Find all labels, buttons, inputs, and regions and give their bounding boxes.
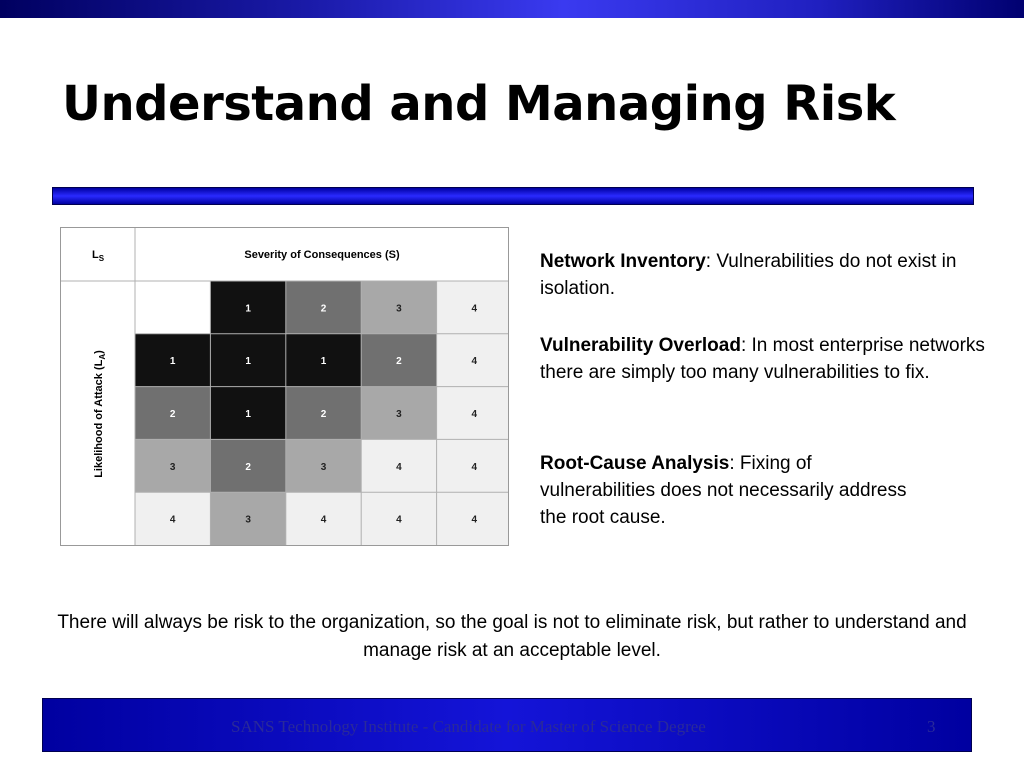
risk-cell-value: 4 [471,409,478,420]
risk-matrix [60,227,509,546]
risk-cell-value: 1 [245,409,251,420]
risk-cell-value: 2 [396,356,402,368]
likelihood-level-label: 1 [169,356,176,368]
risk-cell-value: 4 [471,356,478,368]
footer-text: SANS Technology Institute - Candidate for Master of Science Degree [231,717,706,736]
likelihood-axis-label: Likelihood of Attack $(L_A)$ [93,350,107,478]
matrix-blank-cell [135,281,210,334]
severity-level-label: 3 [396,303,402,315]
point-text: : In most enterprise networks there are simply too many vulnerabilities to fix. [540,335,985,383]
slide-title: Understand and Managing Risk [62,76,896,132]
risk-cell-value: 4 [396,461,402,473]
likelihood-level-label: 4 [169,514,176,526]
risk-cell-value: 3 [245,514,251,526]
point-term: Vulnerability Overload [540,335,741,356]
matrix-corner-label: $L_S$ [91,249,105,263]
risk-cell-value: 4 [396,514,402,526]
top-banner-bar [0,0,1024,18]
risk-cell-value: 3 [320,461,327,473]
point-term: Network Inventory [540,251,706,272]
severity-level-label: 2 [320,303,327,315]
summary-statement: There will always be risk to the organization, so the goal is not to eliminate risk, but rather to understand and manage risk at an acceptable level. [57,612,967,661]
risk-cell-value: 2 [320,409,327,420]
point-vulnerability-overload [540,332,1010,386]
risk-cell-value: 4 [320,514,327,526]
severity-level-label: 4 [471,303,478,315]
title-divider-bar [52,187,974,205]
risk-cell-value: 4 [471,461,478,473]
risk-cell-value: 3 [396,409,402,420]
likelihood-level-label: 3 [169,461,176,473]
severity-level-label: 1 [245,303,251,315]
risk-cell-value: 2 [245,461,251,473]
risk-cell-value: 1 [320,356,327,368]
likelihood-level-label: 2 [169,409,176,420]
point-text: : Fixing of vulnerabilities does not necessarily address the root cause. [540,453,907,528]
risk-matrix-graphic [61,228,508,545]
severity-header: Severity of Consequences (S) [244,249,400,261]
risk-cell-value: 4 [471,514,478,526]
footer-bar [42,698,972,752]
point-network-inventory [540,248,970,302]
point-text: : Vulnerabilities do not exist in isolation. [540,251,957,299]
point-root-cause-analysis [540,450,920,531]
risk-cell-value: 1 [245,356,251,368]
point-term: Root-Cause Analysis [540,453,730,474]
page-number: 3 [927,717,936,736]
